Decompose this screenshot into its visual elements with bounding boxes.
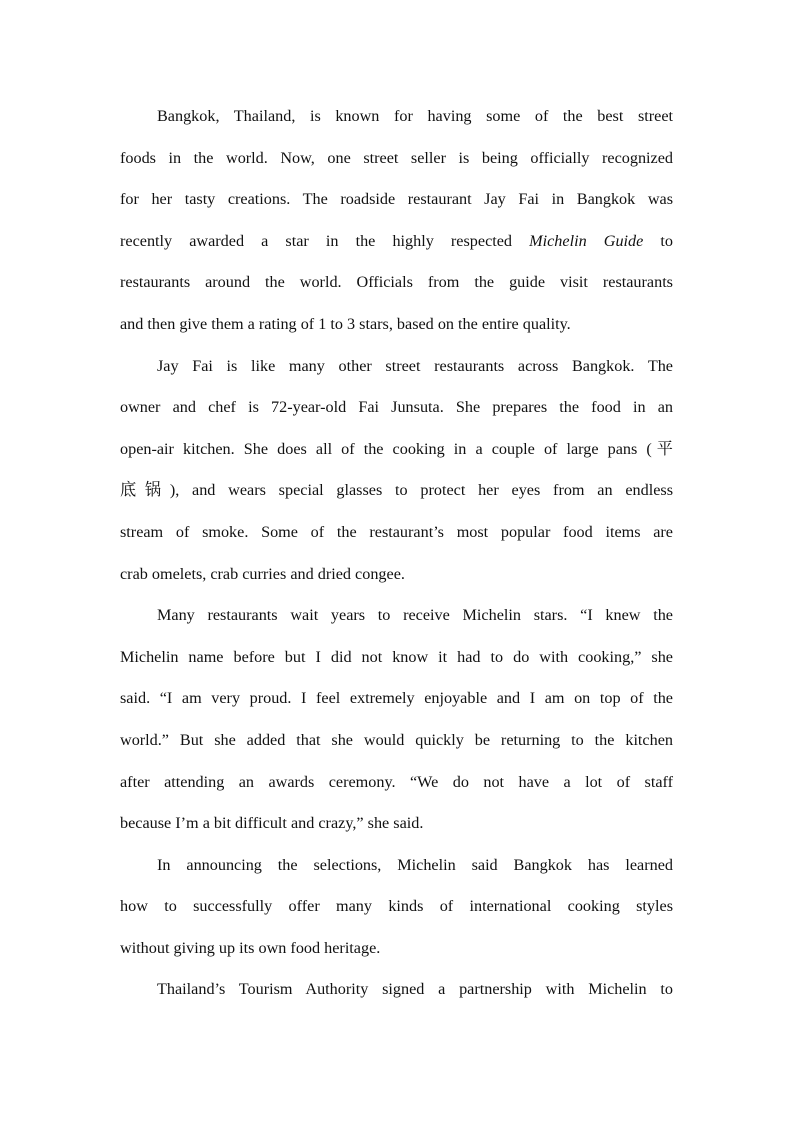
text-line: Jay Fai is like many other street restaurants across Bangkok. The (157, 356, 673, 375)
text-line: open-air kitchen. She does all of the cooking in a couple of large pans (平 (120, 439, 673, 458)
paragraph (120, 595, 673, 845)
text-line: and then give them a rating of 1 to 3 stars, based on the entire quality. (120, 314, 571, 333)
text-line: Thailand’s Tourism Authority signed a partnership with Michelin to (157, 980, 673, 999)
text-line: without giving up its own food heritage. (120, 938, 381, 957)
text-line: crab omelets, crab curries and dried congee. (120, 564, 405, 583)
article-body (120, 96, 673, 1011)
text-line: stream of smoke. Some of the restaurant’s most popular food items are (120, 522, 673, 541)
italic-title: Michelin Guide (529, 231, 644, 250)
text-line: Many restaurants wait years to receive Michelin stars. “I knew the (157, 606, 673, 625)
text-line: 底锅), and wears special glasses to protect her eyes from an endless (120, 481, 673, 500)
text-line: restaurants around the world. Officials from the guide visit restaurants (120, 273, 673, 292)
text-line: after attending an awards ceremony. “We do not have a lot of staff (120, 772, 673, 791)
text-line: recently awarded a star in the highly respected Michelin Guide to (120, 231, 674, 250)
text-line: Michelin name before but I did not know it had to do with cooking,” she (120, 647, 673, 666)
text-line: how to successfully offer many kinds of international cooking styles (120, 897, 673, 916)
text-line: Bangkok, Thailand, is known for having some of the best street (157, 107, 673, 125)
text-line: owner and chef is 72-year-old Fai Junsuta. She prepares the food in an (120, 398, 673, 417)
paragraph (120, 845, 673, 970)
text-line: said. “I am very proud. I feel extremely enjoyable and I am on top of the (120, 689, 673, 708)
text-line: world.” But she added that she would quickly be returning to the kitchen (120, 730, 673, 749)
paragraph (120, 969, 673, 1011)
text-line: In announcing the selections, Michelin said Bangkok has learned (157, 855, 673, 874)
text-line: for her tasty creations. The roadside restaurant Jay Fai in Bangkok was (120, 190, 673, 209)
paragraph (120, 96, 673, 346)
text-line: foods in the world. Now, one street seller is being officially recognized (120, 148, 673, 167)
text-line: because I’m a bit difficult and crazy,” she said. (120, 814, 424, 833)
paragraph (120, 346, 673, 596)
